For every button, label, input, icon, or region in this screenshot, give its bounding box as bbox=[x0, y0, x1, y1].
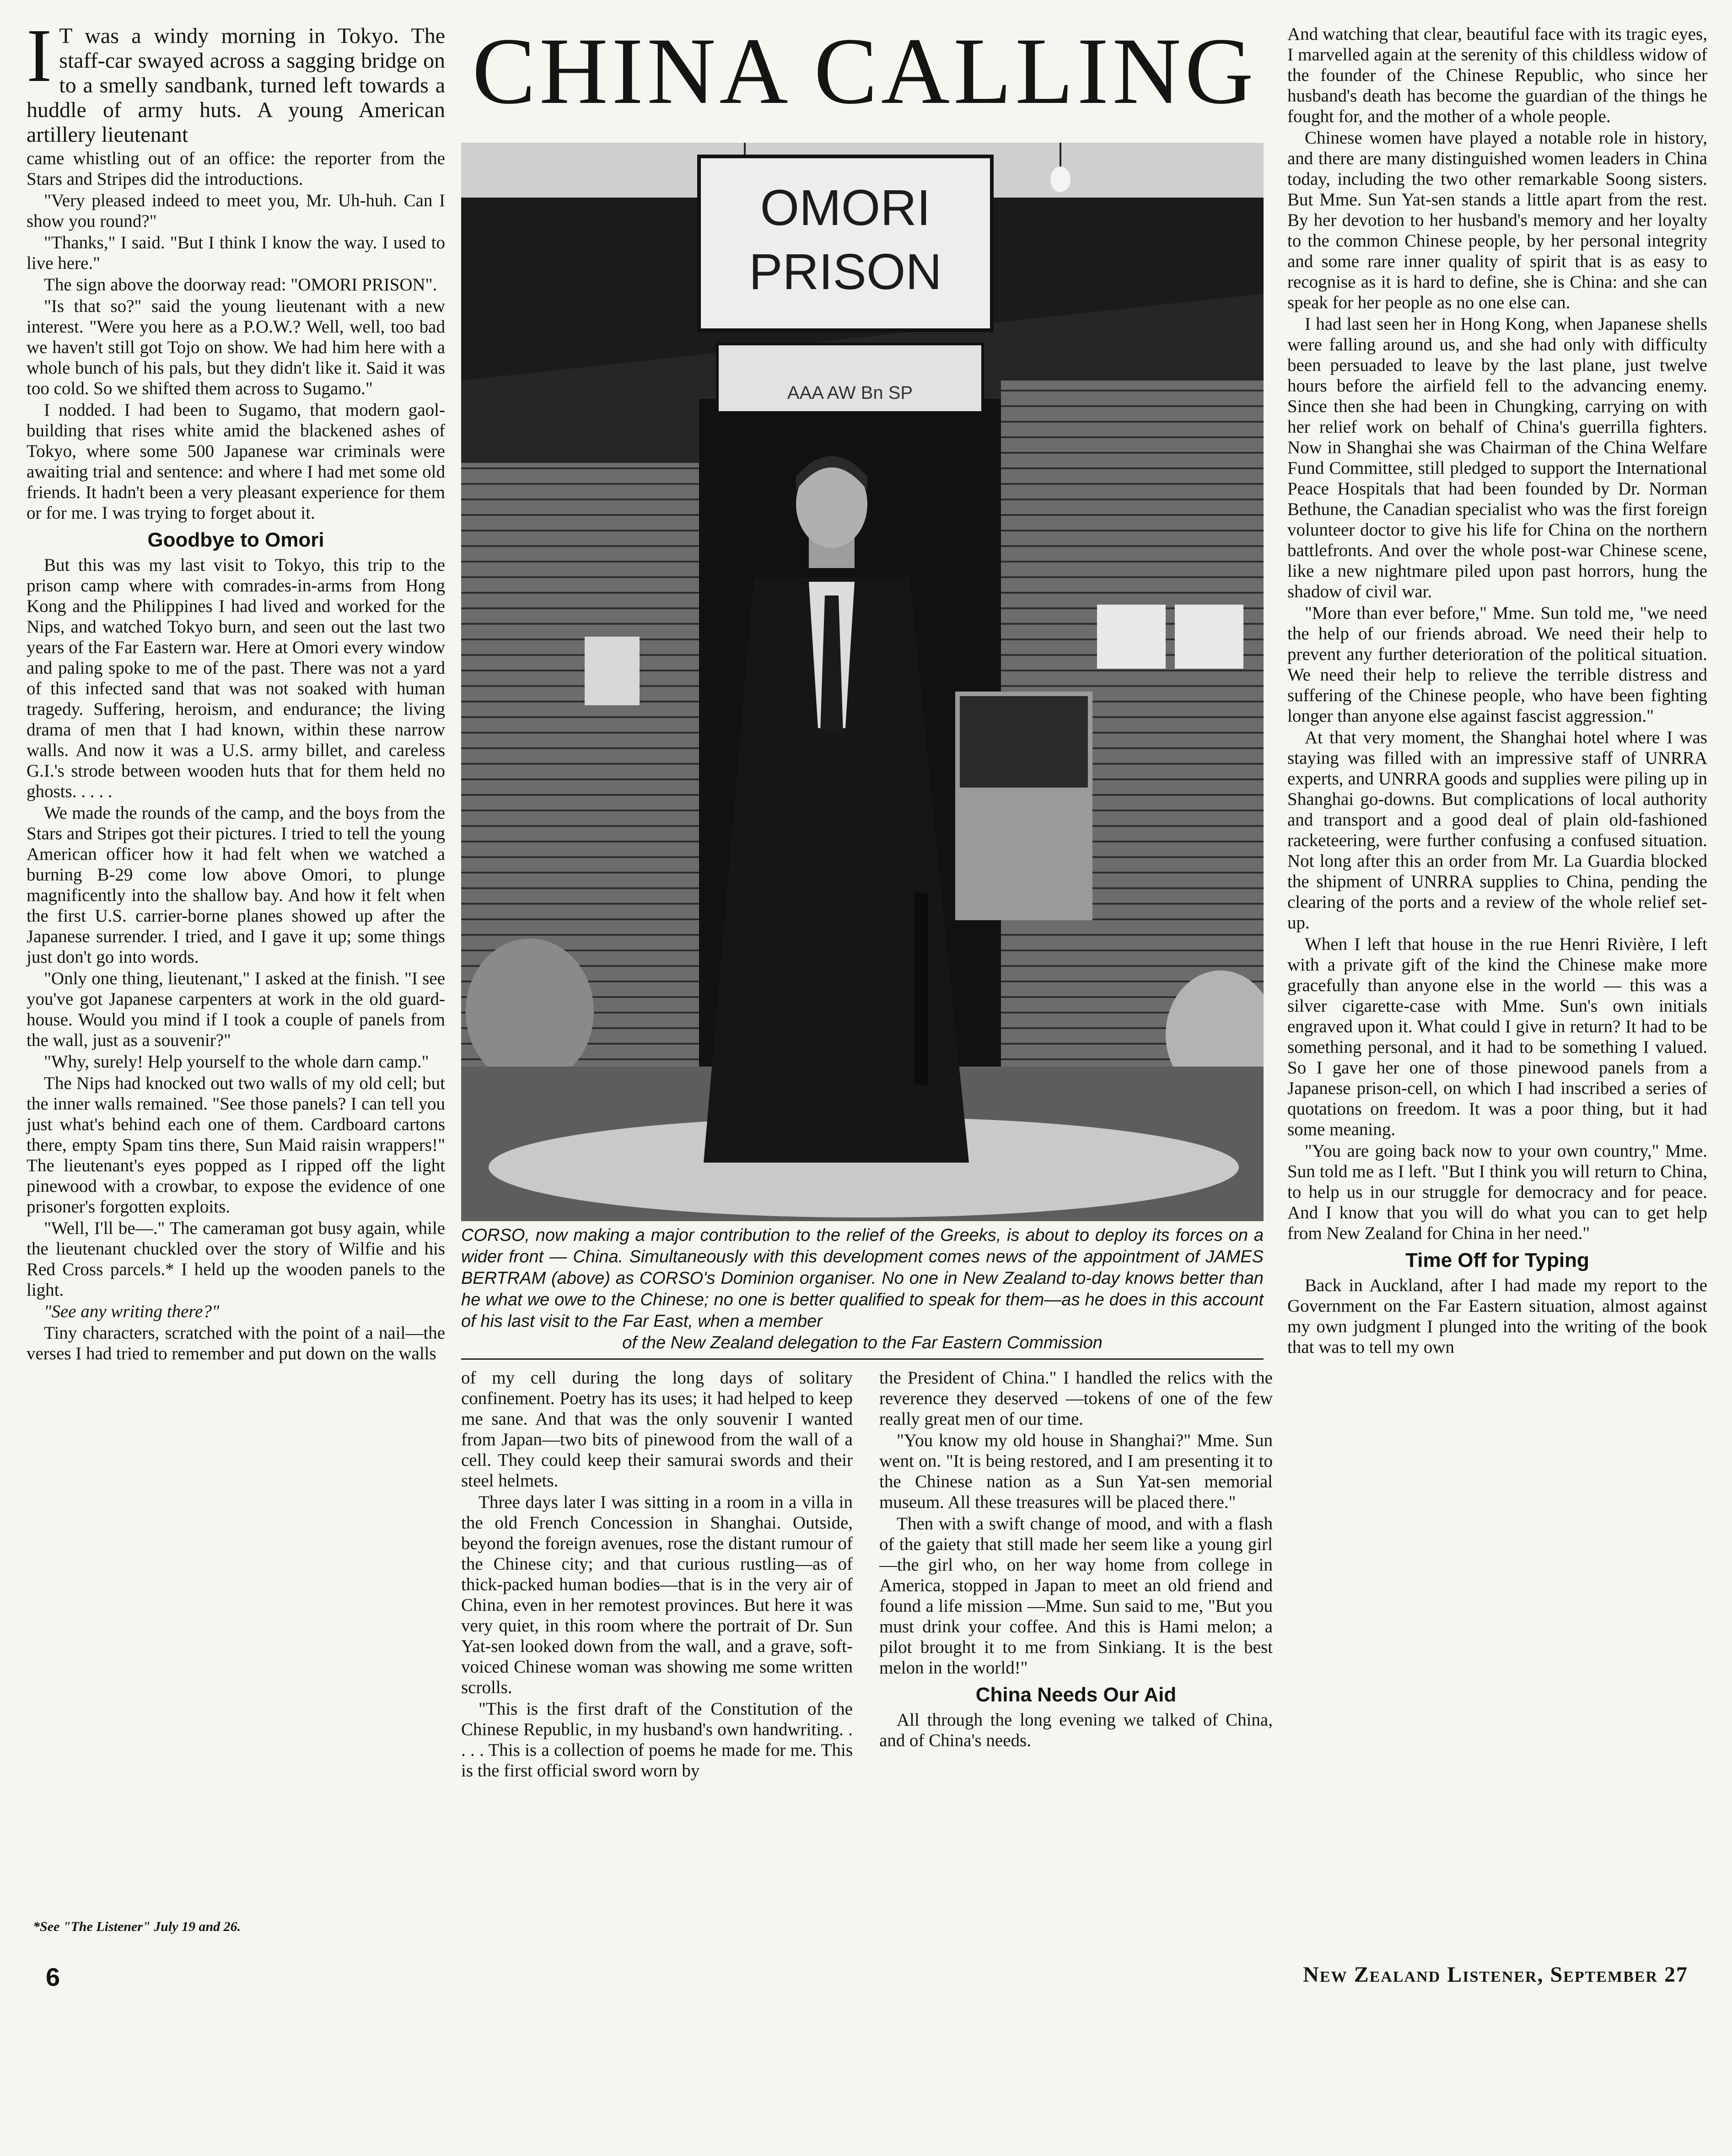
paragraph: "More than ever before," Mme. Sun told me, "we need the help of our friends abroad. We need their help to prevent any further deterioration of the political situation. We need their help to relieve the terrible distress and suffering of the Chinese people, who have been fighting longer than anyone else against fascist aggression." bbox=[1287, 603, 1707, 726]
drop-cap: I bbox=[27, 13, 52, 97]
sign-line-2: PRISON bbox=[749, 244, 942, 300]
paragraph: "This is the first draft of the Constitution of the Chinese Republic, in my husband's own handwriting. . . . . This is a collection of poems he made for me. This is the first official sword worn by bbox=[461, 1699, 853, 1781]
paragraph: Chinese women have played a notable role in history, and there are many distinguished women leaders in China today, including the two other remarkable Soong sisters. But Mme. Sun Yat-sen stands a little apart from the rest. By her devotion to her husband's memory and her loyalty to the common Chinese people, by her personal integrity and some rare inner quality of spirit that is as easy to recognise as it is hard to define, she is China: and she can speak for her people as no one else can. bbox=[1287, 128, 1707, 312]
headline: CHINA CALLING bbox=[472, 18, 1257, 123]
paragraph: At that very moment, the Shanghai hotel where I was staying was filled with an impressive staff of UNRRA experts, and UNRRA goods and supplies were piling up in Shanghai go-downs. But complications of local authority and transport and a good deal of plain old-fashioned racketeering, were further confusing a confused situation. Not long after this an order from Mr. La Guardia blocked the shipment of UNRRA supplies to China, pending the clearing of the ports and a review of the whole relief set-up. bbox=[1287, 728, 1707, 933]
paragraph: I nodded. I had been to Sugamo, that modern gaol-building that rises white amid the blackened ashes of Tokyo, where some 500 Japanese war criminals were awaiting trial and sentence: and where I had met some old friends. It hadn't been a very pleasant experience for them or for me. I was trying to forget about it. bbox=[27, 400, 445, 523]
article-column-3 bbox=[879, 1368, 1273, 1752]
paragraph: "Well, I'll be—." The cameraman got busy again, while the lieutenant chuckled over the story of Wilfie and his Red Cross parcels.* I held up the wooden panels to the light. bbox=[27, 1218, 445, 1300]
photo-omori-prison bbox=[461, 143, 1264, 1221]
paragraph: But this was my last visit to Tokyo, this trip to the prison camp where with comrades-in-arms from Hong Kong and the Philippines I had lived and worked for the Nips, and watched Tokyo burn, and seen out the last two years of the Far Eastern war. Here at Omori every window and paling spoke to me of the past. There was not a yard of this infected sand that was not soaked with human tragedy. Suffering, heroism, and endurance; the living drama of men that I had known, within these narrow walls. And now it was a U.S. army billet, and careless G.I.'s strode between wooden huts that for them held no ghosts. . . . . bbox=[27, 555, 445, 801]
caption-last-line: of the New Zealand delegation to the Far Eastern Commission bbox=[622, 1333, 1103, 1352]
paragraph: "Thanks," I said. "But I think I know the way. I used to live here." bbox=[27, 233, 445, 273]
photo-illustration bbox=[461, 143, 1264, 1221]
article-column-1 bbox=[27, 13, 445, 1365]
paragraph: "Why, surely! Help yourself to the whole darn camp." bbox=[44, 1052, 429, 1072]
lead-paragraph bbox=[27, 13, 445, 147]
section-divider bbox=[461, 1358, 1264, 1360]
paragraph: The sign above the doorway read: "OMORI PRISON". bbox=[44, 275, 437, 295]
paragraph: "You are going back now to your own country," Mme. Sun told me as I left. "But I think you will return to China, to help us in our struggle for democracy and for peace. And I know that you will do what you can to get help from New Zealand for China in her need." bbox=[1287, 1141, 1707, 1243]
paragraph: Three days later I was sitting in a room in a villa in the old French Concession in Shanghai. Outside, beyond the foreign avenues, rose the distant rumour of the Chinese city; and that curious rustling—as of thick-packed human bodies—that is in the very air of China, even in her remotest provinces. But here it was very quiet, in this room where the portrait of Dr. Sun Yat-sen looked down from the wall, and a grave, soft-voiced Chinese woman was showing me some written scrolls. bbox=[461, 1492, 853, 1697]
paragraph: came whistling out of an office: the reporter from the Stars and Stripes did the introductions. bbox=[27, 149, 445, 189]
paragraph: "Only one thing, lieutenant," I asked at the finish. "I see you've got Japanese carpenters at work in the old guard-house. Would you mind if I took a couple of panels from the wall, just as a souvenir?" bbox=[27, 969, 445, 1050]
photo-caption bbox=[461, 1225, 1264, 1354]
paragraph: "Is that so?" said the young lieutenant with a new interest. "Were you here as a P.O.W.? Well, well, too bad we haven't still got Tojo on show. We had him here with a whole bunch of his pals, but they didn't like it. Said it was too cold. So we shifted them across to Sugamo." bbox=[27, 296, 445, 398]
paragraph: "Very pleased indeed to meet you, Mr. Uh-huh. Can I show you round?" bbox=[27, 191, 445, 231]
article-column-4 bbox=[1287, 24, 1707, 1358]
paragraph: And watching that clear, beautiful face with its tragic eyes, I marvelled again at the serenity of this childless widow of the founder of the Chinese Republic, who since her husband's death has become the guardian of the things he fought for, and the mother of a whole people. bbox=[1287, 24, 1707, 126]
paragraph: I had last seen her in Hong Kong, when Japanese shells were falling around us, and she had only with difficulty been persuaded to leave by the last plane, just twelve hours before the airfield fell to the advancing enemy. Since then she had been in Chungking, carrying on with her relief work on behalf of China's guerrilla fighters. Now in Shanghai she was Chairman of the China Welfare Fund Committee, still pledged to support the International Peace Hospitals that had been founded by Dr. Norman Bethune, the Canadian specialist who was the first foreign volunteer doctor to give his life for China on the northern battlefronts. And over the whole post-war Chinese scene, like a new nightmare piled upon past horrors, hung the shadow of civil war. bbox=[1287, 314, 1707, 601]
paragraph: the President of China." I handled the relics with the reverence they deserved —tokens of one of the few really great men of our time. bbox=[879, 1368, 1273, 1429]
paragraph: "You know my old house in Shanghai?" Mme. Sun went on. "It is being restored, and I am presenting it to the Chinese nation as a Sun Yat-sen memorial museum. All these treasures will be placed there." bbox=[879, 1431, 1273, 1512]
article-column-2 bbox=[461, 1368, 853, 1782]
paragraph: When I left that house in the rue Henri Rivière, I left with a private gift of the kind the Chinese make more gracefully than anyone else in the world — this was a silver cigarette-case with Mme. Sun's own initials engraved upon it. What could I give in return? It had to be something personal, and it had to be something I valued. So I gave her one of those pinewood panels from a Japanese prison-cell, on which I had inscribed a series of quotations on freedom. It was a poor thing, but it had some meaning. bbox=[1287, 934, 1707, 1139]
caption-text: CORSO, now making a major contribution to the relief of the Greeks, is about to deploy its forces on a wider front — China. Simultaneously with this development comes news of the appointment of JAMES BERTRAM (above) as CORSO's Dominion organiser. No one in New Zealand to-day knows better than he what we owe to the Chinese; no one is better qualified to speak for them—as he does in this account of his last visit to the Far East, when a member bbox=[461, 1226, 1264, 1331]
paragraph: of my cell during the long days of solitary confinement. Poetry has its uses; it had helped to keep me sane. And that was the only souvenir I wanted from Japan—two bits of pinewood from the wall of a cell. They could keep their samurai swords and their steel helmets. bbox=[461, 1368, 853, 1491]
sub-sign: AAA AW Bn SP bbox=[787, 383, 913, 403]
page-number: 6 bbox=[46, 1963, 60, 1991]
paragraph: All through the long evening we talked of China, and of China's needs. bbox=[879, 1710, 1273, 1750]
paragraph: Tiny characters, scratched with the point of a nail—the verses I had tried to remember and put down on the walls bbox=[27, 1323, 445, 1363]
paragraph: Then with a swift change of mood, and with a flash of the gaiety that still made her seem like a young girl—the girl who, on her way home from college in America, stopped in Japan to meet an old friend and found a life mission —Mme. Sun said to me, "But you must drink your coffee. And this is Hami melon; a pilot brought it to me from Sinkiang. It is the best melon in the world!" bbox=[879, 1514, 1273, 1678]
lead-text: T was a windy morning in Tokyo. The staff-car swayed across a sagging bridge on to a smelly sandbank, turned left towards a huddle of army huts. A young American artillery lieutenant bbox=[27, 24, 445, 147]
sign-line-1: OMORI bbox=[760, 180, 931, 236]
section-heading: Time Off for Typing bbox=[1405, 1249, 1589, 1271]
paragraph: Back in Auckland, after I had made my report to the Government on the Far Eastern situation, almost against my own judgment I plunged into the writing of the book that was to tell my own bbox=[1287, 1276, 1707, 1357]
paragraph: "See any writing there?" bbox=[44, 1302, 220, 1321]
footnote: *See "The Listener" July 19 and 26. bbox=[33, 1919, 241, 1934]
section-heading: China Needs Our Aid bbox=[975, 1684, 1177, 1706]
section-heading: Goodbye to Omori bbox=[147, 529, 324, 551]
masthead-footer: New Zealand Listener, September 27 bbox=[1303, 1963, 1688, 1987]
paragraph: The Nips had knocked out two walls of my old cell; but the inner walls remained. "See those panels? I can tell you just what's behind each one of them. Cardboard cartons there, empty Spam tins there, Sun Maid raisin wrappers!" The lieutenant's eyes popped as I ripped off the light pinewood with a crowbar, to expose the evidence of one prisoner's forgotten exploits. bbox=[27, 1073, 445, 1217]
paragraph: We made the rounds of the camp, and the boys from the Stars and Stripes got their pictures. I tried to tell the young American officer how it had felt when we watched a burning B-29 come low above Omori, to plunge magnificently into the shallow bay. And how it felt when the first U.S. carrier-borne planes showed up after the Japanese surrender. I tried, and I gave it up; some things just don't go into words. bbox=[27, 803, 445, 967]
